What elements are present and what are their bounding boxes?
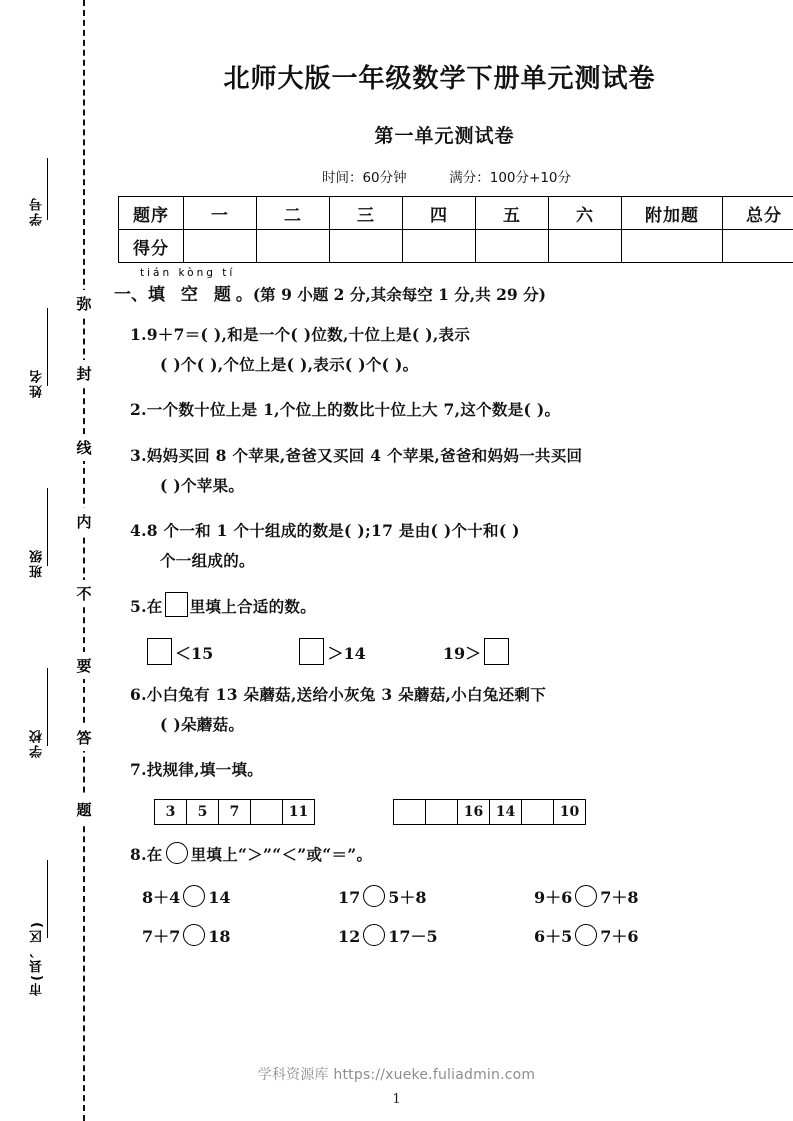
expression-4-left: 7＋7	[142, 926, 181, 946]
comparison-2	[296, 638, 365, 665]
question-8-line-1	[130, 840, 793, 870]
comparison-1-right: 15	[191, 643, 214, 663]
strip-b-cell-4[interactable]: 14	[490, 800, 522, 824]
strip-a-cell-2[interactable]: 5	[187, 800, 219, 824]
answer-circle[interactable]	[575, 885, 597, 907]
expression-2	[338, 885, 534, 908]
question-1	[130, 320, 793, 380]
strip-a-cell-3[interactable]: 7	[219, 800, 251, 824]
strip-b-cell-2[interactable]	[426, 800, 458, 824]
number-strip-a	[154, 799, 315, 825]
section-heading	[114, 280, 793, 305]
watermark-text: 学科资源库 https://xueke.fuliadmin.com	[257, 1067, 536, 1083]
question-7	[130, 755, 793, 785]
expression-2-left: 17	[338, 887, 361, 907]
question-5	[130, 592, 793, 622]
strip-b-cell-1[interactable]	[394, 800, 426, 824]
strip-b-cell-5[interactable]	[522, 800, 554, 824]
strip-b-cell-3[interactable]: 16	[458, 800, 490, 824]
score-table	[118, 196, 793, 263]
sealing-margin	[0, 0, 108, 1121]
expression-1-right: 14	[208, 887, 231, 907]
expression-6-right: 7＋6	[600, 926, 639, 946]
expression-6	[534, 924, 730, 947]
expression-row-1	[142, 885, 793, 908]
score-table-header-0: 题序	[119, 197, 184, 230]
answer-box[interactable]	[147, 638, 172, 665]
seal-word-feng: 封	[73, 360, 95, 387]
score-table-header-3: 三	[330, 197, 403, 230]
expression-4	[142, 924, 338, 947]
exam-meta	[108, 166, 793, 186]
expression-6-left: 6＋5	[534, 926, 573, 946]
score-table-header-4: 四	[403, 197, 476, 230]
question-2	[130, 395, 793, 425]
comparison-3	[443, 638, 512, 665]
strip-b-cell-6[interactable]: 10	[554, 800, 585, 824]
answer-circle[interactable]	[575, 924, 597, 946]
expression-2-right: 5＋8	[388, 887, 427, 907]
question-8	[130, 840, 793, 870]
score-table-header-1: 一	[184, 197, 257, 230]
question-8-expressions	[142, 885, 793, 947]
page-title: 北师大版一年级数学下册单元测试卷	[223, 64, 656, 94]
comparison-1	[144, 638, 213, 665]
score-table-header-6: 六	[549, 197, 622, 230]
answer-circle[interactable]	[166, 842, 188, 864]
test-paper-body	[108, 0, 793, 1121]
strip-a-cell-4[interactable]	[251, 800, 283, 824]
question-3-line-2: ( )个苹果。	[160, 475, 245, 495]
seal-label-school: 学校	[30, 728, 45, 758]
seal-word-bu: 不	[73, 580, 95, 607]
score-cell-1[interactable]	[184, 230, 257, 263]
table-row-headers	[119, 197, 793, 230]
score-table-header-7: 附加题	[622, 197, 723, 230]
seal-word-mi: 弥	[73, 290, 95, 317]
comparison-1-op: ＜	[175, 643, 192, 663]
seal-word-xian: 线	[73, 434, 95, 461]
question-3	[130, 441, 793, 501]
expression-row-2	[142, 924, 793, 947]
seal-word-yao: 要	[73, 652, 95, 679]
answer-circle[interactable]	[183, 924, 205, 946]
time-limit: 时间：60分钟	[321, 170, 407, 186]
question-4	[130, 516, 793, 576]
strip-a-cell-1[interactable]: 3	[155, 800, 187, 824]
section-title: 填 空 题	[148, 285, 236, 305]
section-note: (第 9 小题 2 分,其余每空 1 分,共 29 分)	[252, 285, 546, 304]
section-pinyin: tián kòng tí	[140, 267, 236, 279]
answer-box[interactable]	[484, 638, 509, 665]
score-table-header-2: 二	[257, 197, 330, 230]
question-5-prefix: 5.在	[130, 596, 163, 616]
seal-label-student-id: 学号	[30, 196, 45, 226]
question-7-line-1: 7.找规律,填一填。	[130, 760, 264, 780]
seal-word-ti: 题	[73, 796, 95, 823]
comparison-2-op: ＞	[327, 643, 344, 663]
question-6-line-2: ( )朵蘑菇。	[160, 714, 245, 734]
score-cell-5[interactable]	[476, 230, 549, 263]
score-table-row-label: 得分	[119, 230, 184, 263]
number-strip-b	[393, 799, 586, 825]
score-cell-4[interactable]	[403, 230, 476, 263]
page-number: 1	[392, 1092, 401, 1107]
score-table-header-8: 总分	[723, 197, 793, 230]
comparison-2-right: 14	[343, 643, 366, 663]
score-table-header-5: 五	[476, 197, 549, 230]
table-row-scores	[119, 230, 793, 263]
answer-circle[interactable]	[363, 885, 385, 907]
question-6	[130, 680, 793, 740]
score-cell-2[interactable]	[257, 230, 330, 263]
comparison-3-left: 19	[442, 643, 466, 663]
question-6-line-1: 6.小白兔有 13 朵蘑菇,送给小灰兔 3 朵蘑菇,小白兔还剩下	[130, 684, 547, 704]
page-footer	[0, 1064, 793, 1107]
seal-word-nei: 内	[73, 508, 95, 535]
question-5-line-1	[130, 592, 793, 622]
seal-label-class: 班级	[30, 548, 45, 578]
expression-4-right: 18	[208, 926, 231, 946]
seal-label-city-district: 市(县、区)	[30, 920, 45, 996]
section-index: 一、	[114, 285, 148, 305]
section-fill-in-blanks	[114, 267, 793, 305]
expression-5-right: 17－5	[388, 926, 438, 946]
question-8-suffix: 里填上“＞”“＜”或“＝”。	[190, 845, 373, 865]
question-5-suffix: 里填上合适的数。	[189, 596, 316, 616]
question-4-line-1: 4.8 个一和 1 个十组成的数是( );17 是由( )个十和( )	[130, 521, 520, 541]
question-4-line-2: 个一组成的。	[160, 551, 255, 571]
seal-dashed-line	[83, 0, 85, 1121]
comparison-3-op: ＞	[465, 643, 482, 663]
expression-1	[142, 885, 338, 908]
expression-3-left: 9＋6	[534, 887, 573, 907]
answer-box[interactable]	[299, 638, 324, 665]
question-8-prefix: 8.在	[130, 845, 163, 865]
section-period: 。	[235, 285, 253, 305]
strip-a-cell-5[interactable]: 11	[283, 800, 314, 824]
score-cell-total[interactable]	[723, 230, 793, 263]
question-1-line-1: 1.9＋7＝( ),和是一个( )位数,十位上是( ),表示	[130, 325, 471, 344]
total-score: 满分：100分+10分	[449, 170, 572, 186]
question-1-line-2: ( )个( ),个位上是( ),表示( )个( )。	[160, 355, 419, 375]
seal-label-name: 姓名	[30, 368, 45, 398]
answer-circle[interactable]	[183, 885, 205, 907]
score-cell-6[interactable]	[549, 230, 622, 263]
expression-1-left: 8＋4	[142, 887, 181, 907]
question-3-line-1: 3.妈妈买回 8 个苹果,爸爸又买回 4 个苹果,爸爸和妈妈一共买回	[130, 445, 583, 465]
seal-word-da: 答	[73, 724, 95, 751]
expression-5-left: 12	[338, 926, 361, 946]
answer-box[interactable]	[165, 592, 188, 617]
question-2-line-1: 2.一个数十位上是 1,个位上的数比十位上大 7,这个数是( )。	[130, 400, 561, 420]
page-subtitle: 第一单元测试卷	[374, 125, 515, 147]
score-cell-3[interactable]	[330, 230, 403, 263]
question-7-strips	[154, 799, 793, 825]
expression-3-right: 7＋8	[600, 887, 639, 907]
expression-3	[534, 885, 730, 908]
question-5-comparisons	[144, 638, 793, 665]
score-cell-extra[interactable]	[622, 230, 723, 263]
expression-5	[338, 924, 534, 947]
answer-circle[interactable]	[363, 924, 385, 946]
